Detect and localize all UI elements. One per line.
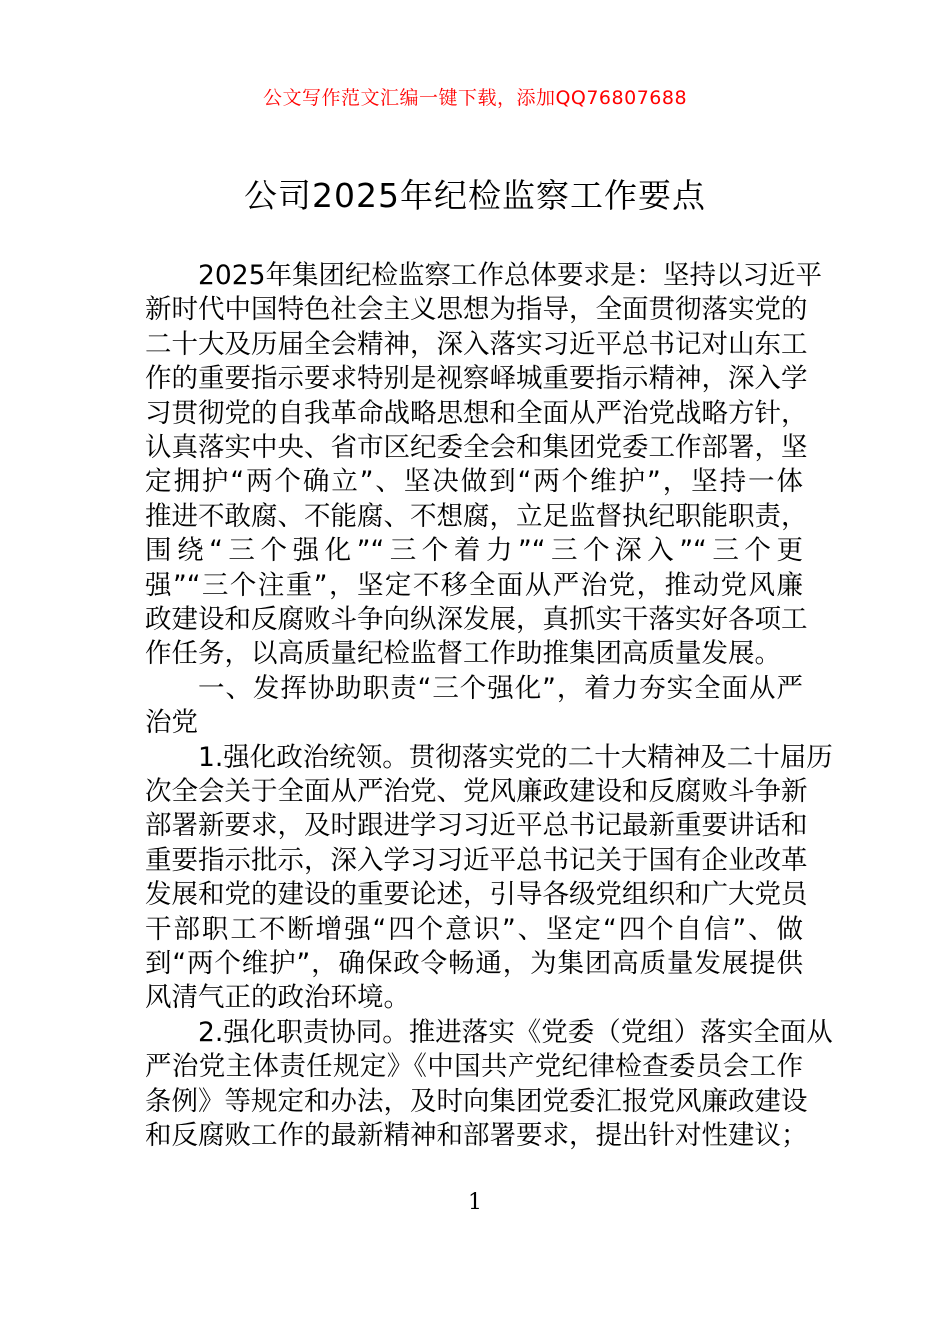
paragraph-line: 条例》等规定和办法，及时向集团党委汇报党风廉政建设: [145, 1085, 808, 1117]
paragraph-line: 干部职工不断增强“四个意识”、坚定“四个自信”、做: [145, 913, 803, 945]
paragraph-line: 重要指示批示，深入学习习近平总书记关于国有企业改革: [145, 844, 808, 876]
page-number: 1: [468, 1190, 482, 1215]
paragraph-line: 认真落实中央、省市区纪委全会和集团党委工作部署，坚: [145, 432, 808, 463]
paragraph-line: 作任务，以高质量纪检监督工作助推集团高质量发展。: [145, 638, 781, 670]
section-heading-line: 治党: [145, 707, 198, 739]
paragraph-line: 围绕“三个强化”“三个着力”“三个深入”“三个更: [145, 535, 803, 567]
paragraph-line: 定拥护“两个确立”、坚决做到“两个维护”，坚持一体: [145, 466, 803, 498]
paragraph-line: 二十大及历届全会精神，深入落实习近平总书记对山东工: [145, 328, 808, 360]
paragraph-line: 部署新要求，及时跟进学习习近平总书记最新重要讲话和: [145, 810, 808, 842]
paragraph-line: 习贯彻党的自我革命战略思想和全面从严治党战略方针，: [145, 397, 808, 429]
paragraph-line: 强”“三个注重”，坚定不移全面从严治党，推动党风廉: [145, 569, 803, 601]
paragraph-line: 新时代中国特色社会主义思想为指导，全面贯彻落实党的: [145, 294, 808, 326]
paragraph-line: 发展和党的建设的重要论述，引导各级党组织和广大党员: [145, 879, 808, 911]
paragraph-line: 严治党主体责任规定》《中国共产党纪律检查委员会工作: [145, 1051, 803, 1083]
document-title: 公司2025年纪检监察工作要点: [244, 176, 706, 215]
paragraph-line: 推进不敢腐、不能腐、不想腐，立足监督执纪职能职责，: [145, 500, 808, 532]
section-heading-line: 一、发挥协助职责“三个强化”，着力夯实全面从严: [198, 672, 803, 704]
paragraph-line: 1.强化政治统领。贯彻落实党的二十大精神及二十届历: [198, 741, 833, 773]
paragraph-line: 政建设和反腐败斗争向纵深发展，真抓实干落实好各项工: [145, 604, 808, 635]
paragraph-line: 次全会关于全面从严治党、党风廉政建设和反腐败斗争新: [145, 776, 808, 807]
paragraph-line: 和反腐败工作的最新精神和部署要求，提出针对性建议；: [145, 1120, 808, 1151]
paragraph-line: 风清气正的政治环境。: [145, 982, 410, 1014]
paragraph-line: 到“两个维护”，确保政令畅通，为集团高质量发展提供: [145, 948, 803, 979]
paragraph-line: 2.强化职责协同。推进落实《党委（党组）落实全面从: [198, 1016, 833, 1048]
download-banner[interactable]: 公文写作范文汇编一键下载，添加QQ76807688: [262, 87, 688, 109]
paragraph-line: 2025年集团纪检监察工作总体要求是：坚持以习近平: [198, 260, 822, 291]
paragraph-line: 作的重要指示要求特别是视察峄城重要指示精神，深入学: [145, 363, 808, 395]
